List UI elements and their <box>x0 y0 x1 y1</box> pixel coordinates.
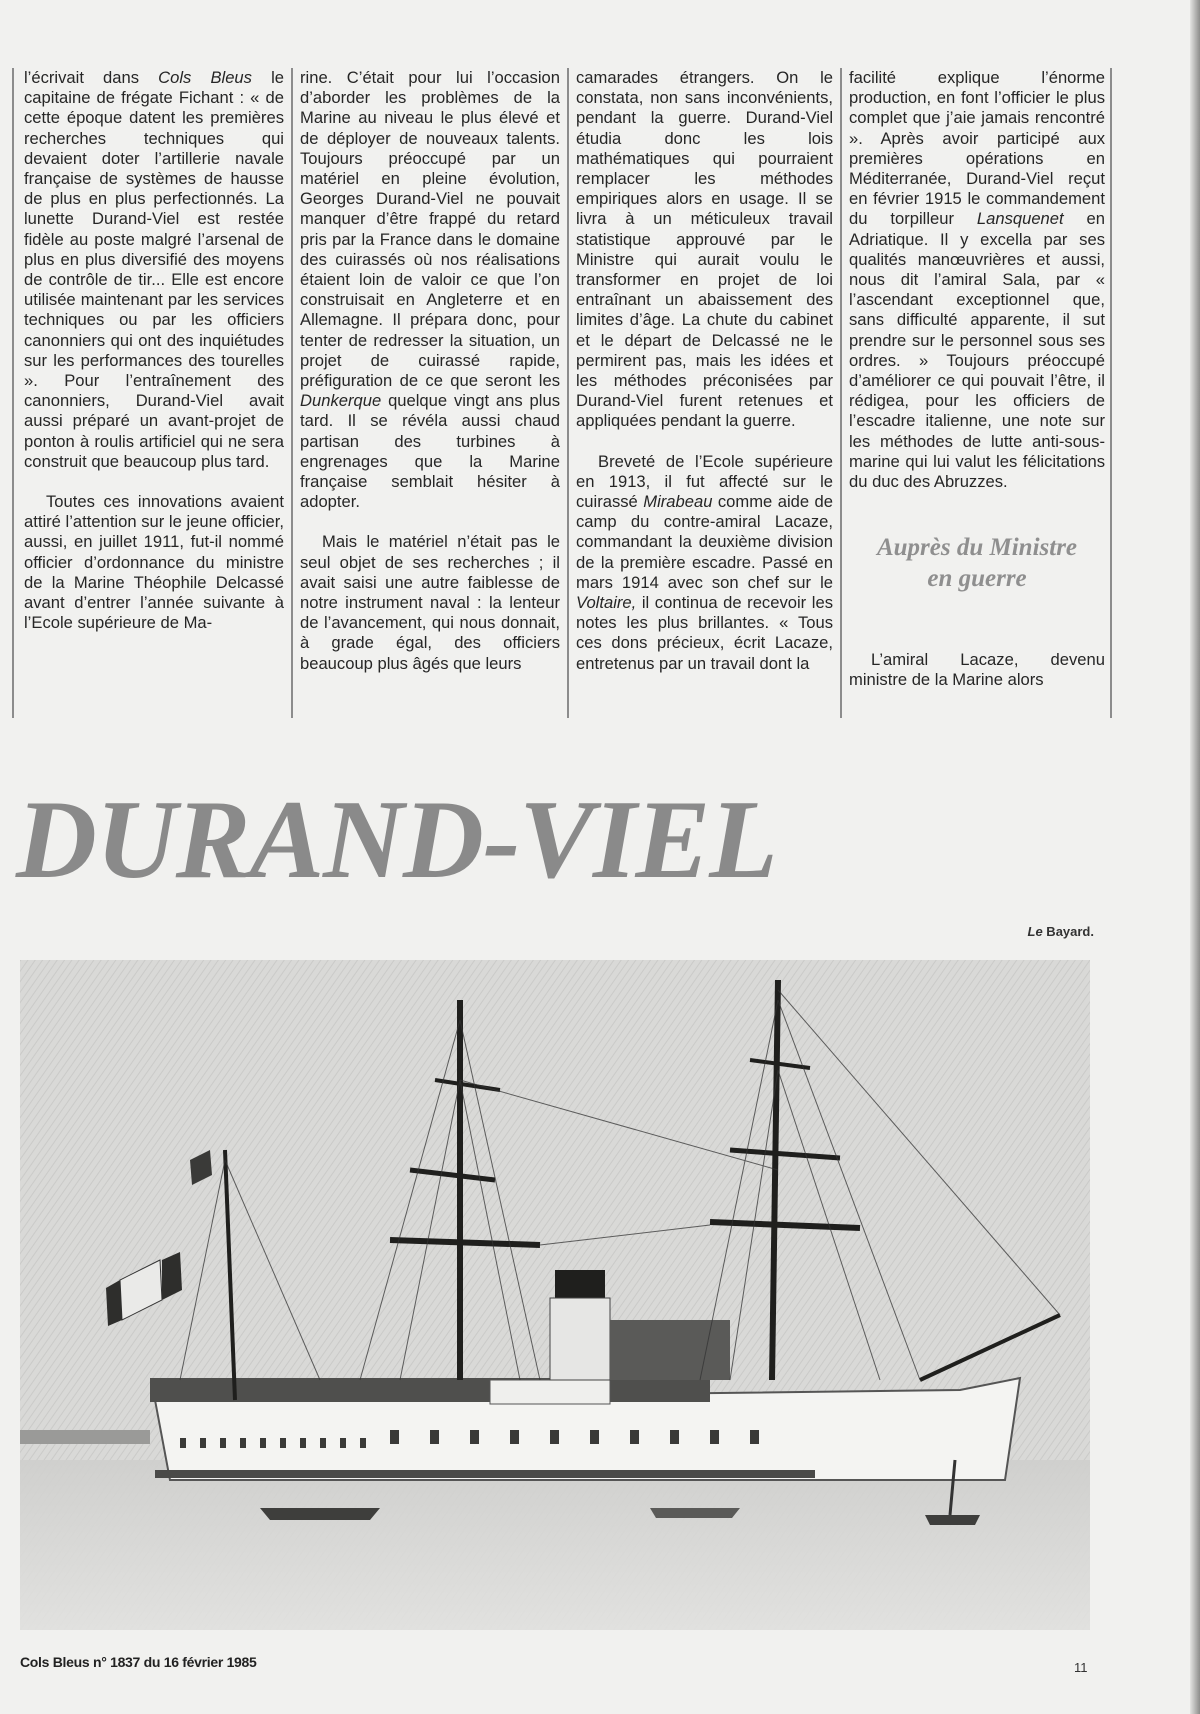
superstructure <box>610 1320 730 1380</box>
text-run: rine. C’était pour lui l’occasion d’aborder les problèmes de la Marine au niveau le plus élevé et de déployer de nouveaux talents. Toujours préoccupé par un matériel en pleine évolution, Georges Durand-Viel ne pouvait manquer d’être frappé du retard pris par la France dans le domaine des cuirassés où nos réalisations étaient loin de valoir ce que l’on construisait en Angleterre et en Allemagne. Il prépara donc, pour tenter de redresser la situation, un projet de cuirassé rapide, préfiguration de ce que seront les <box>300 68 560 391</box>
article-column-3 <box>576 68 833 718</box>
ship-photo <box>20 960 1090 1630</box>
italic-run: Voltaire, <box>576 593 637 613</box>
text-run: le capitaine de frégate Fichant : « de cette époque datent les premières recherches techniques qui devaient doter l’artillerie navale française de systèmes de hausse de plus en plus perfectionnés. La lunette Durand-Viel est restée fidèle au poste malgré l’arsenal de plus en plus diversifié des moyens de contrôle de tir... Elle est encore utilisée maintenant par les services techniques ou par les officiers canonniers qui ont des inquiétudes sur les performances des tourelles ». Pour l’entraînement des canonniers, Durand-Viel avait aussi préparé un avant-projet de ponton à roulis artificiel qui ne sera construit que beaucoup plus tard. <box>24 68 284 471</box>
article-column-1 <box>24 68 284 718</box>
text-run: Breveté de l’Ecole supérieure en 1913, il fut affecté sur le cuirassé <box>576 451 833 512</box>
page-number: 11 <box>1074 1660 1088 1675</box>
waterline <box>155 1470 815 1478</box>
section-subheading <box>849 532 1105 594</box>
paragraph <box>300 68 560 512</box>
publication-footer: Cols Bleus n° 1837 du 16 février 1985 <box>20 1654 257 1670</box>
ship-illustration <box>20 960 1090 1630</box>
paragraph <box>849 68 1105 492</box>
text-run: il continua de recevoir les notes les plus brillantes. « Tous ces dons précieux, écrit Lacaze, entretenus par un travail dont la <box>576 593 833 673</box>
paragraph <box>576 452 833 674</box>
subheading-line: Auprès du Ministre <box>876 534 1078 562</box>
column-rule <box>12 68 14 718</box>
text-run: Toutes ces innovations avaient attiré l’attention sur le jeune officier, aussi, en juillet 1911, fut-il nommé officier d’ordonnance du ministre de la Marine Théophile Delcassé avant d’entrer l’année suivante à l’Ecole supérieure de Ma- <box>24 492 284 633</box>
article-headline: DURAND-VIEL <box>16 778 777 902</box>
small-boat <box>650 1508 740 1518</box>
paragraph <box>300 532 560 673</box>
photo-caption <box>1028 924 1094 939</box>
text-run: en Adriatique. Il y excella par ses qualités manœuvrières et aussi, nous dit l’amiral Sala, par « l’ascendant exceptionnel que, sans difficulté apparente, il sut prendre sur le personnel sous ses ordres. » Toujours préoccupé d’améliorer ce qui pouvait l’être, il rédigea, pour les officiers de l’escadre italienne, une note sur les méthodes de lutte anti-sous-marine qui lui valut les félicitations du duc des Abruzzes. <box>849 209 1105 492</box>
text-run: quelque vingt ans plus tard. Il se révéla aussi chaud partisan des turbines à engrenages que la Marine française semblait hésiter à adopter. <box>300 391 560 512</box>
italic-run: Mirabeau <box>643 492 713 512</box>
article-column-2 <box>300 68 560 718</box>
small-boat <box>925 1515 980 1525</box>
paragraph <box>24 492 284 633</box>
paragraph <box>576 68 833 432</box>
paragraph <box>24 68 284 472</box>
text-run: comme aide de camp du contre-amiral Lacaze, commandant la deuxième division de la première escadre. Passé en mars 1914 avec son chef sur le <box>576 492 833 592</box>
text-run: l’écrivait dans <box>24 68 159 87</box>
column-rule <box>291 68 293 718</box>
funnel-top <box>555 1270 605 1300</box>
text-run: L’amiral Lacaze, devenu ministre de la Marine alors <box>849 650 1105 690</box>
column-rule <box>567 68 569 718</box>
paragraph <box>849 650 1105 690</box>
text-run: camarades étrangers. On le constata, non sans inconvénients, pendant la guerre. Durand-Viel étudia donc les lois mathématiques qui pourraient remplacer les méthodes empiriques alors en usage. Il se livra à un méticuleux travail statistique approuvé par le Ministre qui aurait voulu le transformer en projet de loi entraînant un abaissement des limites d’âge. La chute du cabinet et le départ de Delcassé ne le permirent pas, mais les idées et les méthodes préconisées par Durand-Viel furent retenues et appliquées pendant la guerre. <box>576 68 833 431</box>
small-boat <box>260 1508 380 1520</box>
article-column-4 <box>849 68 1105 718</box>
italic-run: Cols Bleus <box>158 68 252 87</box>
italic-run: Dunkerque <box>300 391 382 411</box>
column-rule <box>840 68 842 718</box>
subheading-line: en guerre <box>927 565 1027 593</box>
lifeboat <box>490 1380 610 1404</box>
caption-italic: Le <box>1027 924 1043 939</box>
funnel <box>550 1298 610 1380</box>
page-edge-shadow <box>1190 0 1200 1714</box>
sea <box>20 1460 1090 1630</box>
column-rule <box>1110 68 1112 718</box>
caption-text: Bayard. <box>1042 924 1094 939</box>
shoreline <box>20 1430 150 1444</box>
italic-run: Lansquenet <box>976 209 1064 229</box>
text-run: Mais le matériel n’était pas le seul objet de ses recherches ; il avait saisi une autre faiblesse de notre instrument naval : la lenteur de l’avancement, qui nous donnait, à grade égal, des officiers beaucoup plus âgés que leurs <box>300 532 560 673</box>
text-run: facilité explique l’énorme production, en font l’officier le plus complet que j’aie jamais rencontré ». Après avoir participé aux premières opérations en Méditerranée, Durand-Viel reçut en février 1915 le commandement du torpilleur <box>849 68 1105 229</box>
